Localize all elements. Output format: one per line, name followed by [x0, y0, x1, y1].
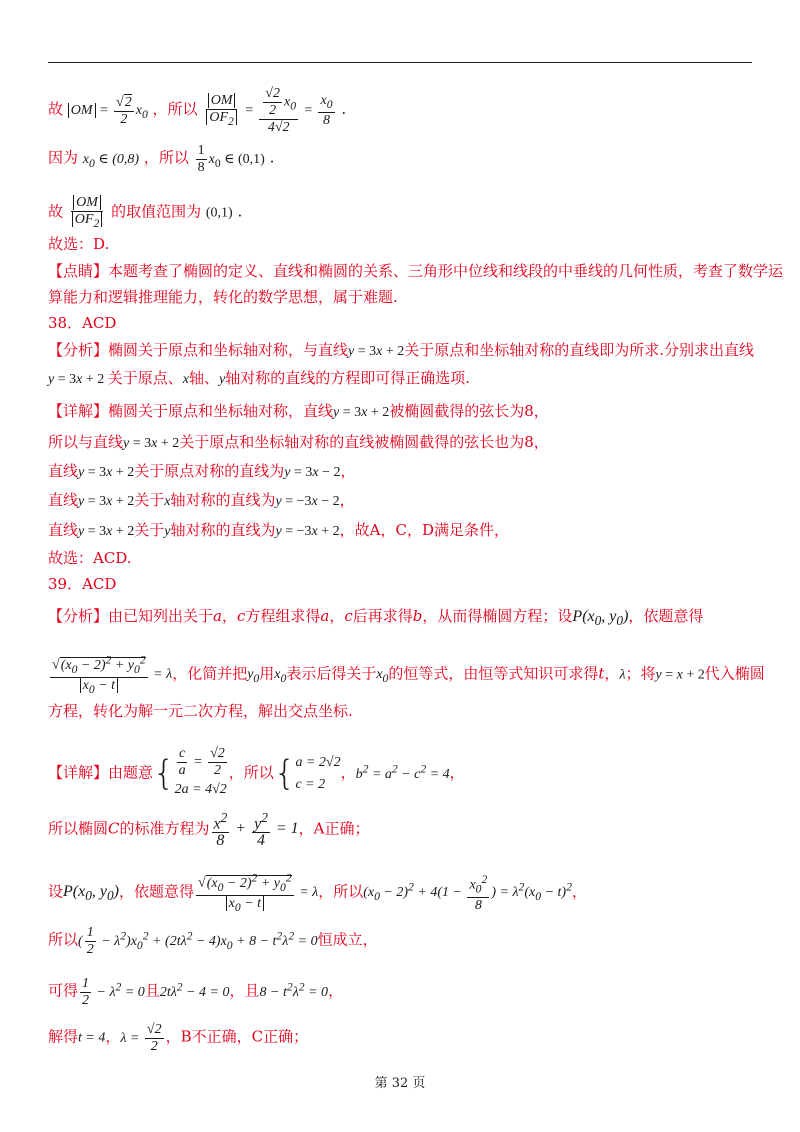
- text-line: 【详解】由题意{ $\frac{c}{a}$ = $\frac{√2}{2}$ 2a = 4√2 ，所以{ a = 2√2 c = 2 ，$b^2 = a^2 - c^2 = 4$，: [48, 746, 465, 797]
- text: ，所以: [318, 882, 364, 901]
- text: 轴对称的直线为: [170, 521, 276, 539]
- text: 【分析】椭圆关于原点和坐标轴对称，与直线: [48, 341, 349, 359]
- text: 直线: [48, 462, 79, 480]
- text: 【分析】由已知列出关于: [48, 607, 214, 625]
- section-heading: 39．ACD: [48, 575, 117, 593]
- text: 轴对称的直线的方程即可得正确选项.: [225, 369, 470, 387]
- text-line: 所以与直线y = 3x + 2关于原点和坐标轴对称的直线被椭圆截得的弦长也为8，: [48, 433, 549, 451]
- text: 后再求得: [352, 607, 413, 625]
- section-heading: 38．ACD: [48, 314, 117, 332]
- text-line: 算能力和逻辑推理能力，转化的数学思想，属于难题.: [48, 288, 398, 306]
- text: ，A正确；: [298, 819, 370, 838]
- text: 的恒等式，由恒等式知识可求得: [388, 664, 599, 683]
- text-line: 【详解】椭圆关于原点和坐标轴对称，直线y = 3x + 2被椭圆截得的弦长为8，: [48, 402, 549, 420]
- text: 表示后得关于: [286, 664, 377, 683]
- text: ，从而得椭圆方程；设: [422, 607, 573, 625]
- text: 且: [144, 981, 160, 1000]
- text: ，: [449, 763, 465, 782]
- text: .: [237, 202, 243, 221]
- text: ，: [328, 981, 344, 1000]
- text: ，: [329, 607, 345, 625]
- text-line: 故选：ACD.: [48, 549, 132, 567]
- text: ，故A，C，D满足条件，: [339, 521, 509, 539]
- text-line: 【分析】椭圆关于原点和坐标轴对称，与直线y = 3x + 2关于原点和坐标轴对称的直线即为所求.分别求出直线: [48, 341, 755, 359]
- text: 故: [48, 202, 64, 221]
- text: 因为: [48, 148, 79, 167]
- text: 方程组求得: [245, 607, 321, 625]
- text: 所以椭圆: [48, 819, 109, 838]
- text: .: [341, 100, 347, 119]
- text: 所以与直线: [48, 433, 124, 451]
- text-line: $\frac{√(x_0 - 2)^2 + y_0^2}{x_0 - t}$ = λ，化简并把$y_0$用$x_0$表示后得关于$x_0$的恒等式，由恒等式知识可求得t，λ；将y = x + 2代入椭圆: [52, 653, 765, 697]
- text: 代入椭圆: [704, 664, 765, 683]
- text: ，依题意得: [628, 607, 704, 625]
- text: ，B不正确，C正确；: [165, 1027, 309, 1046]
- text-line: 【分析】由已知列出关于a，c方程组求得a，c后再求得b，从而得椭圆方程；设$P(x_0$, $y_0$)，依题意得: [48, 607, 704, 629]
- text: ，所以: [143, 148, 189, 167]
- page-footer: 第 32 页: [374, 1076, 426, 1091]
- text: 的标准方程为: [119, 819, 210, 838]
- text-line: y = 3x + 2 关于原点、x轴、y轴对称的直线的方程即可得正确选项.: [48, 369, 470, 387]
- text: 【详解】由题意: [48, 763, 154, 782]
- text-line: 所以椭圆C的标准方程为 $\frac{x^2}{8}$ + $\frac{y^2}{4}$ = 1，A正确；: [48, 810, 370, 850]
- text: 直线: [48, 491, 79, 509]
- text: ；将: [625, 664, 656, 683]
- text-line: 所以( $\frac{1}{2}$ − $\lambda^2)x_0^2 + (2t\lambda^2 - 4)x_0 + 8 - t^2\lambda^2 = 0$恒成立，: [48, 925, 378, 957]
- text: 恒成立，: [317, 930, 378, 949]
- text: ，: [604, 664, 620, 683]
- text: 的取值范围为: [111, 202, 202, 221]
- text: 关于: [134, 491, 165, 509]
- text-line: 【点睛】本题考查了椭圆的定义、直线和椭圆的关系、三角形中位线和线段的中垂线的几何性质，考查了数学运: [48, 262, 784, 280]
- text: 关于原点和坐标轴对称的直线被椭圆截得的弦长也为8，: [179, 433, 549, 451]
- text: ，: [105, 1027, 121, 1046]
- text: ，且: [229, 981, 260, 1000]
- text-line: 方程，转化为解一元二次方程，解出交点坐标.: [48, 702, 353, 720]
- text: 用: [259, 664, 275, 683]
- text: ，: [339, 491, 355, 509]
- text-line: 解得t = 4，λ = $\frac{√2}{2}$ ，B不正确，C正确；: [48, 1022, 309, 1054]
- text: 设: [48, 882, 64, 901]
- text: ，所以: [228, 763, 274, 782]
- text: 解得: [48, 1027, 79, 1046]
- text: ，: [221, 607, 237, 625]
- text: 关于原点对称的直线为: [134, 462, 285, 480]
- text: ，所以: [152, 100, 198, 119]
- text: ，依题意得: [119, 882, 195, 901]
- header-rule: [48, 62, 752, 63]
- text-line: 故 OM = $\frac{√2}{2}$ $x_0$ ，所以 $\frac{OM}{OF_2}$ = $\frac{√2}{2}$ $x_0$ 4√2 = $\frac{x_0}{8}$ .: [48, 86, 347, 135]
- text-line: 直线y = 3x + 2关于x轴对称的直线为y = −3x − 2，: [48, 491, 355, 509]
- text: ，化简并把: [172, 664, 248, 683]
- text: 轴、: [188, 369, 219, 387]
- text: 可得: [48, 981, 79, 1000]
- text-line: 可得 $\frac{1}{2}$ − $\lambda^2 = 0$且$2t\lambda^2 - 4 = 0$，且$8 - t^2\lambda^2 = 0$，: [48, 976, 344, 1008]
- text-line: 直线y = 3x + 2关于y轴对称的直线为y = −3x + 2，故A，C，D满足条件，: [48, 521, 509, 539]
- text: 轴对称的直线为: [170, 491, 276, 509]
- text: 故: [48, 100, 64, 119]
- text: 【详解】椭圆关于原点和坐标轴对称，直线: [48, 402, 334, 420]
- text: ，: [340, 763, 356, 782]
- text: ，: [340, 462, 356, 480]
- text-line: 故 $\frac{OM}{OF_2}$ 的取值范围为 (0,1) .: [48, 195, 243, 230]
- text: 被椭圆截得的弦长为8，: [389, 402, 549, 420]
- text: 关于原点、: [107, 369, 183, 387]
- text: 直线: [48, 521, 79, 539]
- text-line: 直线y = 3x + 2关于原点对称的直线为y = 3x − 2，: [48, 462, 356, 480]
- text: 关于原点和坐标轴对称的直线即为所求.分别求出直线: [404, 341, 755, 359]
- text: 关于: [134, 521, 165, 539]
- text-line: 故选：D.: [48, 235, 110, 253]
- text: ，: [571, 882, 587, 901]
- text: .: [269, 148, 275, 167]
- text-line: 设$P(x_0$, $y_0$)，依题意得 $\frac{√(x_0 - 2)^2 + y_0^2}{x_0 - t}$ = λ，所以$(x_0 - 2)^2 + 4(1$ − $\frac{x_0^2}{8}$ ) = $\lambda^2(x_0 - t)^2$，: [48, 871, 587, 915]
- text: 所以: [48, 930, 79, 949]
- text-line: 因为 $x_0$ ∈ (0,8) ，所以 $\frac{1}{8}$ $x_0$ ∈ (0,1) .: [48, 143, 275, 175]
